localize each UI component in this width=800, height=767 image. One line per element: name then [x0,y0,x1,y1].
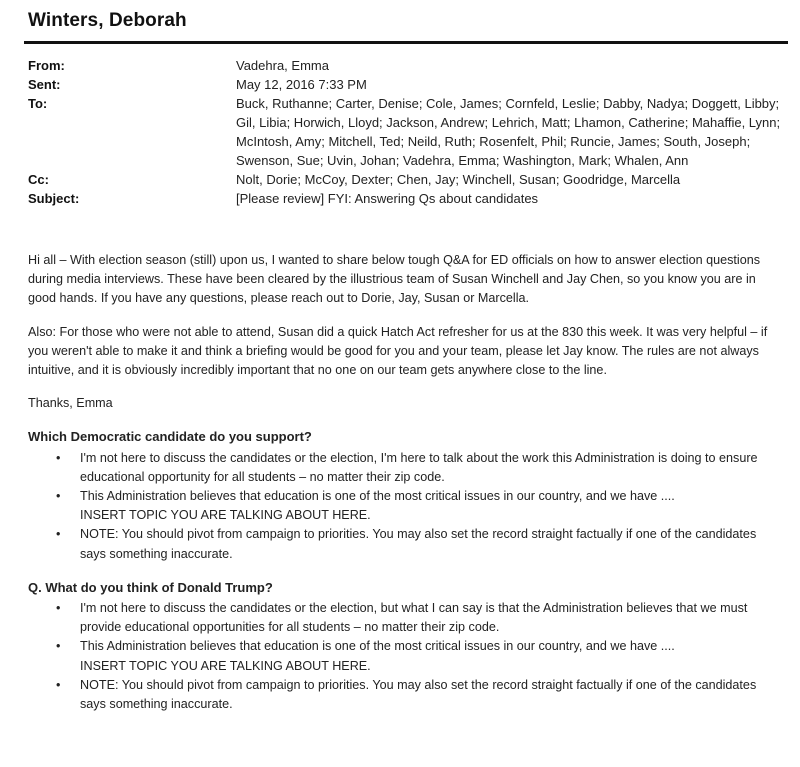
body-paragraph-intro: Hi all – With election season (still) upon us, I wanted to share below tough Q&A for ED officials on how to answer election questions during media interviews. These have been cleared by the illustrious team of Susan Winchell and Jay Chen, so you know you are in good hands. If you have any questions, please reach out to Dorie, Jay, Susan or Marcella. [28,253,760,306]
list-item [56,637,773,675]
header-label: To: [28,96,48,111]
body-paragraph-hatch-act: Also: For those who were not able to attend, Susan did a quick Hatch Act refresher for us at the 830 this week. It was very helpful – if you weren't able to make it and think a briefing would be good for you and your team, please let Jay know. The rules are not always intuitive, and it is obviously incredibly important that no one on our team gets anywhere close to the line. [28,324,768,378]
bullet-text: I'm not here to discuss the candidates or the election, I'm here to talk about the work this Administration is doing to ensure educational opportunity for all students – no matter their zip code. [80,450,758,484]
list-item [56,525,773,563]
header-label: From: [28,58,65,73]
header-value-to: Buck, Ruthanne; Carter, Denise; Cole, James; Cornfeld, Leslie; Dabby, Nadya; Doggett, Libby; Gil, Libia; Horwich, Lloyd; Jackson, Andrew; Lehrich, Matt; Lhamon, Catherine; Mahaffie, Lynn; McIntosh, Amy; Mitchell, Ted; Neild, Ruth; Rosenfelt, Phil; Runcie, James; South, Joseph; Swenson, Sue; Uvin, Johan; Vadehra, Emma; Washington, Mark; Whalen, Ann [236,96,781,168]
email-body [28,251,773,728]
email-headers [28,56,788,208]
list-item [56,599,773,637]
header-value-sent: May 12, 2016 7:33 PM [236,77,367,92]
bullet-caps-note: INSERT TOPIC YOU ARE TALKING ABOUT HERE. [80,658,371,673]
header-row-subject [28,189,788,208]
qa-question-1: Which Democratic candidate do you support? [28,429,312,445]
document-owner-name: Winters, Deborah [28,10,187,31]
header-row-to [28,94,788,170]
qa-answer-list-1 [28,449,773,564]
header-label: Sent: [28,77,61,92]
header-label: Subject: [28,191,80,206]
header-row-cc [28,170,788,189]
header-value-subject: [Please review] FYI: Answering Qs about candidates [236,191,539,206]
body-signoff: Thanks, Emma [28,396,113,411]
header-divider [24,41,788,44]
header-value-from: Vadehra, Emma [236,58,329,73]
bullet-text: This Administration believes that education is one of the most critical issues in our country, and we have .... [80,639,675,654]
qa-answer-list-2 [28,599,773,714]
header-value-cc: Nolt, Dorie; McCoy, Dexter; Chen, Jay; Winchell, Susan; Goodridge, Marcella [236,172,681,187]
list-item [56,676,773,714]
header-row-sent [28,75,788,94]
bullet-text: This Administration believes that education is one of the most critical issues in our country, and we have .... [80,489,675,504]
qa-question-2: Q. What do you think of Donald Trump? [28,579,273,595]
bullet-text: I'm not here to discuss the candidates or the election, but what I can say is that the Administration believes that we must provide educational opportunities for all students – no matter their zip code. [80,601,748,635]
bullet-caps-note: INSERT TOPIC YOU ARE TALKING ABOUT HERE. [80,508,371,523]
header-row-from [28,56,788,75]
bullet-text: NOTE: You should pivot from campaign to priorities. You may also set the record straight factually if one of the candidates says something inaccurate. [80,527,757,561]
list-item [56,487,773,525]
bullet-text: NOTE: You should pivot from campaign to priorities. You may also set the record straight factually if one of the candidates says something inaccurate. [80,677,757,712]
header-label: Cc: [28,172,49,187]
list-item [56,449,773,487]
